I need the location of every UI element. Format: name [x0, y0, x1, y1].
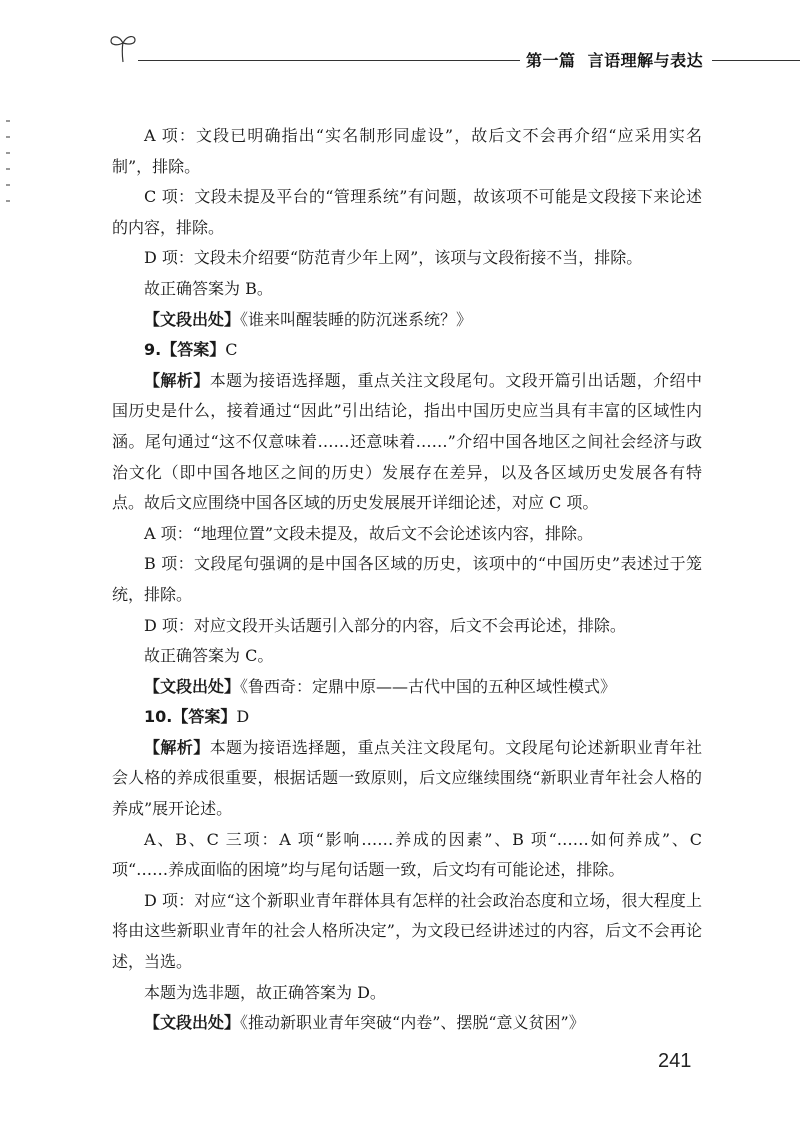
paragraph: D 项：对应“这个新职业青年群体具有怎样的社会政治态度和立场，很大程度上将由这些新职业青年的社会人格所决定”，为文段已经讲述过的内容，后文不会再论述，当选。 — [112, 890, 702, 972]
source-paragraph: 【文段出处】《谁来叫醒装睡的防沉迷系统？》 — [144, 309, 473, 329]
source-label: 【文段出处】 — [144, 309, 241, 329]
leaf-sprout-icon — [108, 30, 138, 64]
answer-paragraph: 10.【答案】D — [144, 707, 250, 727]
margin-marks — [6, 120, 12, 260]
answer-explanation-body — [112, 121, 702, 1039]
chapter-label: 言语理解与表达 — [587, 51, 704, 70]
analysis-label: 【解析】 — [144, 737, 210, 757]
source-paragraph: 【文段出处】《推动新职业青年突破“内卷”、摆脱“意义贫困”》 — [144, 1013, 585, 1033]
chapter-title — [526, 48, 710, 71]
source-label: 【文段出处】 — [144, 1013, 241, 1033]
paragraph: 本题为选非题，故正确答案为 D。 — [144, 982, 386, 1002]
page-header — [0, 0, 800, 80]
paragraph: D 项：对应文段开头话题引入部分的内容，后文不会再论述，排除。 — [144, 615, 626, 635]
answer-label: 9.【答案】 — [144, 340, 226, 360]
analysis-paragraph: 【解析】本题为接语选择题，重点关注文段尾句。文段开篇引出话题，介绍中国历史是什么，接着通过“因此”引出结论，指出中国历史应当具有丰富的区域性内涵。尾句通过“这不仅意味着……还意味着……”介绍中国各地区之间社会经济与政治文化（即中国各地区之间的历史）发展存在差异，以及各区域历史发展各有特点。故后文应围绕中国各区域的历史发展展开详细论述，对应 C 项。 — [112, 370, 702, 513]
paragraph: 故正确答案为 C。 — [144, 646, 274, 666]
analysis-paragraph: 【解析】本题为接语选择题，重点关注文段尾句。文段尾句论述新职业青年社会人格的养成很重要，根据话题一致原则，后文应继续围绕“新职业青年社会人格的养成”展开论述。 — [112, 737, 702, 819]
source-paragraph: 【文段出处】《鲁西奇：定鼎中原——古代中国的五种区域性模式》 — [144, 676, 617, 696]
paragraph: 故正确答案为 B。 — [144, 278, 273, 298]
paragraph: A、B、C 三项：A 项“影响……养成的因素”、B 项“……如何养成”、C 项“……养成面临的困境”均与尾句话题一致，后文均有可能论述，排除。 — [112, 829, 702, 880]
part-label: 第一篇 — [526, 51, 576, 70]
answer-paragraph: 9.【答案】C — [144, 340, 238, 360]
header-rule-right — [712, 60, 800, 61]
paragraph: A 项：文段已明确指出“实名制形同虚设”，故后文不会再介绍“应采用实名制”，排除。 — [112, 126, 702, 176]
paragraph: D 项：文段未介绍要“防范青少年上网”，该项与文段衔接不当，排除。 — [144, 248, 643, 268]
header-rule-left — [138, 60, 520, 61]
page-number: 241 — [658, 1050, 692, 1072]
paragraph: A 项：“地理位置”文段未提及，故后文不会论述该内容，排除。 — [144, 523, 594, 543]
analysis-label: 【解析】 — [144, 370, 210, 390]
source-label: 【文段出处】 — [144, 676, 241, 696]
paragraph: B 项：文段尾句强调的是中国各区域的历史，该项中的“中国历史”表述过于笼统，排除。 — [112, 554, 702, 604]
paragraph: C 项：文段未提及平台的“管理系统”有问题，故该项不可能是文段接下来论述的内容，排除。 — [112, 187, 702, 237]
answer-label: 10.【答案】 — [144, 707, 237, 727]
